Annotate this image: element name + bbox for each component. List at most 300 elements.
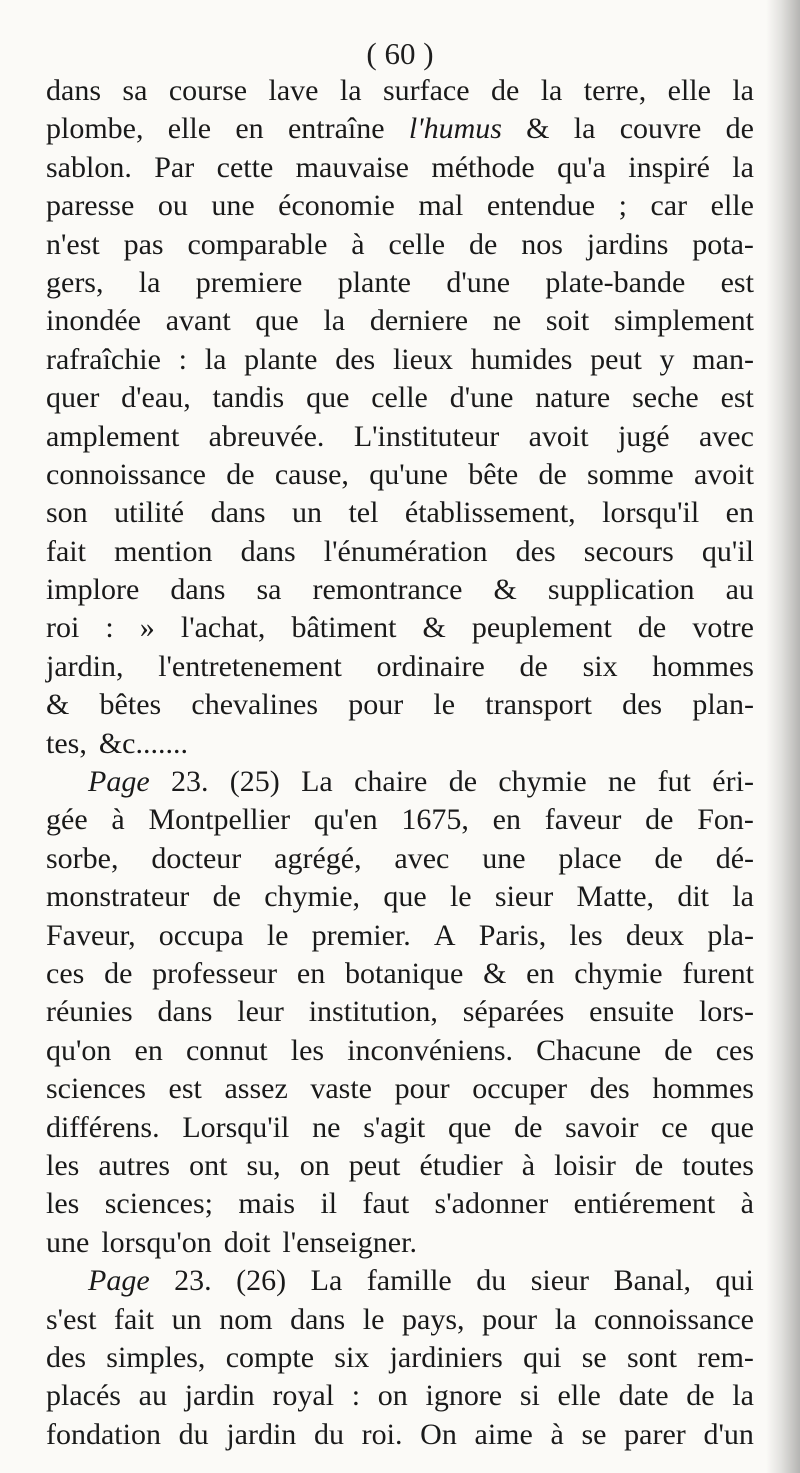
word: en [296, 956, 326, 990]
word: si [519, 1379, 540, 1413]
word: Paris, [478, 918, 547, 952]
text-line [46, 1109, 754, 1147]
word: des [622, 688, 663, 722]
word: qu'une [369, 457, 448, 491]
word: celle [388, 227, 446, 261]
word: de [538, 457, 567, 491]
word: la [204, 342, 227, 376]
word: chymie [574, 956, 663, 990]
word: du [313, 1417, 344, 1451]
word: elle [167, 112, 212, 146]
word: mauvaise [295, 150, 409, 184]
word: entiérement [573, 1187, 716, 1221]
word: jardin, [46, 649, 124, 683]
text-line [46, 763, 754, 801]
word: son [46, 496, 88, 530]
word: su, [246, 1148, 281, 1182]
word: royal [272, 1379, 335, 1413]
word: connut [185, 1033, 268, 1067]
word: six [582, 649, 618, 683]
word: mention [114, 534, 213, 568]
word: de [226, 457, 255, 491]
word: sablon. [46, 150, 132, 184]
word: deux [625, 918, 685, 952]
text-line [46, 72, 754, 110]
word: sieur [494, 880, 554, 914]
word: tes, [46, 726, 87, 760]
word: pas [123, 227, 164, 261]
word: car [650, 189, 688, 223]
text-line [46, 456, 754, 494]
text-line [46, 609, 754, 647]
word: connoissance [46, 457, 206, 491]
word: un [292, 496, 322, 530]
word: vaste [310, 1072, 372, 1106]
word: en [526, 956, 555, 990]
word: faveur [544, 803, 622, 837]
word: comparable [187, 227, 328, 261]
word: n'est [46, 227, 100, 261]
word: sciences; [104, 1187, 213, 1221]
word: agrégé, [274, 841, 362, 875]
text-line [46, 341, 754, 379]
word: Banal, [613, 1264, 692, 1298]
word: institution, [308, 995, 438, 1029]
word: lors- [698, 995, 754, 1029]
word: qu'a [557, 150, 606, 184]
word: la [540, 74, 563, 107]
word: lorsqu'il [602, 496, 700, 530]
word: étudier [419, 1148, 503, 1182]
word: La [310, 1264, 343, 1298]
word: de [514, 1110, 543, 1144]
word: monstrateur [46, 880, 190, 914]
word: dit [677, 880, 709, 914]
word: occupa [158, 918, 244, 952]
word: les [569, 918, 603, 952]
word: de [686, 1379, 715, 1413]
word: de [104, 956, 133, 990]
word: inondée [46, 304, 141, 338]
word: : [351, 1379, 361, 1413]
word: des [335, 342, 376, 376]
word: établissement, [404, 496, 576, 530]
word: dans [290, 1302, 346, 1336]
word: que [255, 304, 299, 338]
word: &c....... [98, 726, 188, 760]
word: humides [470, 342, 573, 376]
word: de [664, 1033, 693, 1067]
word: leur [237, 995, 284, 1029]
word: que [306, 381, 350, 415]
text-line [46, 1032, 754, 1070]
text-line [46, 1416, 754, 1454]
word: & [526, 112, 550, 146]
word: à [351, 227, 365, 261]
word: au [138, 1379, 167, 1413]
word: Fon- [697, 803, 754, 837]
text-line [46, 1185, 754, 1223]
word: supplication [547, 573, 695, 607]
word: simples, [106, 1340, 206, 1374]
word: dé- [715, 841, 754, 875]
word: un [171, 1302, 202, 1336]
word: à [550, 1417, 564, 1451]
word: plan- [692, 688, 754, 722]
word: bête [468, 457, 519, 491]
word: docteur [151, 841, 242, 875]
word: nos [521, 227, 563, 261]
word: du [476, 1264, 507, 1298]
word: la [732, 150, 754, 184]
word: parer [624, 1417, 686, 1451]
word: Page [88, 765, 150, 799]
word: toutes [682, 1148, 754, 1182]
word: loisir [554, 1148, 616, 1182]
word: les [290, 1033, 325, 1067]
word: botanique [344, 956, 464, 990]
word: Page [88, 1264, 150, 1298]
word: ce [661, 1110, 688, 1144]
word: en [235, 112, 264, 146]
word: fait [46, 534, 86, 568]
word: la [554, 1302, 577, 1336]
word: tandis [212, 381, 285, 415]
word: des [589, 1072, 630, 1106]
word: peuplement [471, 611, 612, 645]
word: votre [692, 611, 754, 645]
text-line [46, 264, 754, 302]
word: ces [46, 956, 85, 990]
text-line [46, 1301, 754, 1339]
word: six [334, 1340, 370, 1374]
word: inconvéniens. [347, 1033, 514, 1067]
word: A [433, 918, 456, 952]
word: du [178, 1417, 209, 1451]
word: : [178, 342, 187, 376]
word: chevalines [191, 688, 318, 722]
word: fut [657, 765, 691, 799]
text-line [46, 187, 754, 225]
word: à [740, 1187, 754, 1221]
word: peut [590, 342, 642, 376]
word: de [654, 841, 683, 875]
word: somme [587, 457, 674, 491]
word: le [433, 688, 456, 722]
word: cause, [274, 457, 349, 491]
word: » [139, 611, 155, 645]
word: s'adonner [434, 1187, 549, 1221]
word: mais [238, 1187, 296, 1221]
word: dans [46, 74, 101, 107]
word: d'une [446, 265, 511, 299]
word: Lorsqu'il [182, 1110, 290, 1144]
word: de [212, 880, 241, 914]
word: de [448, 765, 478, 799]
word: sa [122, 74, 148, 107]
word: faut [362, 1187, 410, 1221]
word: Chacune [536, 1033, 642, 1067]
word: ne [312, 1110, 341, 1144]
word: jardins [586, 227, 669, 261]
word: elle [557, 1379, 601, 1413]
word: surface [382, 74, 470, 107]
word: l'humus [408, 112, 502, 146]
word: l'enseigner. [282, 1225, 417, 1259]
word: Montpellier [148, 803, 291, 837]
word: la [573, 112, 596, 146]
word: bêtes [99, 688, 162, 722]
word: dans [240, 534, 296, 568]
word: dans [170, 573, 226, 607]
word: en [492, 803, 521, 837]
word: soit [545, 304, 590, 338]
text-line [46, 955, 754, 993]
word: différens. [46, 1110, 160, 1144]
word: chymie, [264, 880, 361, 914]
word: jardiniers [389, 1340, 503, 1374]
word: en [134, 1033, 163, 1067]
word: le [266, 918, 289, 952]
word: de [725, 112, 754, 146]
word: l'achat, [180, 611, 266, 645]
word: de [645, 803, 674, 837]
word: ordinaire [376, 649, 485, 683]
word: quer [46, 381, 100, 415]
word: & [483, 956, 507, 990]
word: fondation [46, 1417, 161, 1451]
word: La [301, 765, 333, 799]
word: des [515, 534, 556, 568]
word: man- [692, 342, 754, 376]
word: seche [632, 381, 699, 415]
word: le [449, 880, 472, 914]
word: On [420, 1417, 457, 1451]
word: sont [627, 1340, 678, 1374]
word: le [362, 1302, 385, 1336]
word: il [320, 1187, 338, 1221]
word: pota- [692, 227, 754, 261]
word: avant [165, 304, 231, 338]
word: réunies [46, 995, 133, 1029]
word: une [482, 841, 526, 875]
word: couvre [619, 112, 702, 146]
word: ces [715, 1033, 754, 1067]
text-line [46, 533, 754, 571]
word: qui [523, 1340, 562, 1374]
word: qu'on [46, 1033, 112, 1067]
word: autres [98, 1148, 171, 1182]
word: sieur [530, 1264, 590, 1298]
word: dans [210, 496, 266, 530]
word: famille [366, 1264, 452, 1298]
word: la [339, 74, 362, 107]
word: abreuvée. [208, 419, 325, 453]
word: la [732, 1379, 754, 1413]
word: à [111, 803, 125, 837]
word: furent [682, 956, 754, 990]
text-line [46, 1224, 754, 1262]
word: doit [223, 1225, 271, 1259]
word: jardin [184, 1379, 255, 1413]
word: une [46, 1225, 90, 1259]
word: gers, [46, 265, 104, 299]
word: la [732, 74, 754, 107]
word: 1675, [401, 803, 469, 837]
word: course [168, 74, 248, 107]
word: 23. [170, 765, 209, 799]
word: pla- [707, 918, 754, 952]
word: elle [710, 189, 754, 223]
text-line [46, 878, 754, 916]
text-line [46, 801, 754, 839]
word: tel [348, 496, 379, 530]
word: hommes [652, 649, 754, 683]
word: & [493, 573, 517, 607]
text-line [46, 226, 754, 264]
word: remontrance [312, 573, 463, 607]
word: amplement [46, 419, 180, 453]
text-line [46, 648, 754, 686]
word: est [720, 265, 754, 299]
word: que [710, 1110, 754, 1144]
body-text [46, 72, 754, 1454]
word: qu'en [313, 803, 378, 837]
word: lorsqu'on [101, 1225, 212, 1259]
word: sa [256, 573, 282, 607]
word: sorbe, [46, 841, 119, 875]
text-line [46, 1339, 754, 1377]
word: inspiré [628, 150, 710, 184]
word: professeur [152, 956, 278, 990]
word: pour [348, 688, 404, 722]
word: transport [485, 688, 592, 722]
word: Par [154, 150, 195, 184]
word: est [168, 1072, 202, 1106]
word: se [581, 1417, 607, 1451]
word: secours [583, 534, 674, 568]
word: simplement [614, 304, 754, 338]
word: date [618, 1379, 669, 1413]
word: jardin [226, 1417, 297, 1451]
word: placés [46, 1379, 121, 1413]
word: à [521, 1148, 536, 1182]
word: assez [224, 1072, 288, 1106]
word: les [46, 1187, 80, 1221]
word: de [519, 649, 548, 683]
text-line [46, 110, 754, 148]
word: ont [189, 1148, 228, 1182]
word: ; [618, 189, 627, 223]
text-line [46, 149, 754, 187]
word: roi. [361, 1417, 403, 1451]
word: des [46, 1340, 86, 1374]
word: nature [535, 381, 611, 415]
word: avec [394, 841, 450, 875]
word: de [634, 1148, 664, 1182]
word: : [105, 611, 114, 645]
word: (25) [229, 765, 280, 799]
word: premiere [195, 265, 303, 299]
word: méthode [431, 150, 535, 184]
word: entraîne [287, 112, 385, 146]
word: ou [157, 189, 188, 223]
word: de [468, 227, 498, 261]
text-line [46, 494, 754, 532]
word: entendue [486, 189, 596, 223]
text-line [46, 686, 754, 724]
word: on [299, 1148, 330, 1182]
word: implore [46, 573, 140, 607]
word: roi [46, 611, 80, 645]
word: au [725, 573, 754, 607]
text-line [46, 1070, 754, 1108]
word: chymie [498, 765, 587, 799]
word: chaire [354, 765, 428, 799]
word: gée [46, 803, 88, 837]
word: en [725, 496, 754, 530]
text-line [46, 993, 754, 1031]
word: éri- [712, 765, 754, 799]
word: économie [278, 189, 395, 223]
word: rem- [697, 1340, 754, 1374]
word: d'une [449, 381, 514, 415]
word: plante [337, 265, 411, 299]
text-line [46, 725, 754, 763]
word: d'eau, [121, 381, 191, 415]
word: peut [348, 1148, 401, 1182]
page-number: ( 60 ) [366, 36, 434, 71]
word: aime [474, 1417, 533, 1451]
word: séparées [462, 995, 565, 1029]
word: & [46, 688, 70, 722]
word: la [732, 880, 754, 914]
word: plante [244, 342, 318, 376]
word: fait [114, 1302, 154, 1336]
text-line [46, 571, 754, 609]
word: rafraîchie [46, 342, 161, 376]
word: que [448, 1110, 492, 1144]
word: une [211, 189, 255, 223]
word: l'énumération [323, 534, 488, 568]
text-line [46, 379, 754, 417]
word: ne [607, 765, 637, 799]
word: de [490, 74, 520, 107]
text-line [46, 1262, 754, 1300]
word: utilité [114, 496, 185, 530]
word: ignore [425, 1379, 503, 1413]
word: plombe, [46, 112, 144, 146]
word: bâtiment [291, 611, 397, 645]
word: qu'il [701, 534, 754, 568]
word: connoissance [594, 1302, 754, 1336]
word: & [422, 611, 446, 645]
word: s'est [46, 1302, 97, 1336]
word: on [377, 1379, 408, 1413]
word: ne [492, 304, 522, 338]
word: Matte, [576, 880, 655, 914]
word: celle [371, 381, 428, 415]
word: est [720, 381, 754, 415]
word: l'entretenement [158, 649, 342, 683]
word: s'agit [363, 1110, 426, 1144]
word: lave [268, 74, 319, 107]
word: la [323, 304, 346, 338]
word: pour [394, 1072, 450, 1106]
text-line [46, 917, 754, 955]
word: qui [715, 1264, 754, 1298]
word: 23. [174, 1264, 212, 1298]
